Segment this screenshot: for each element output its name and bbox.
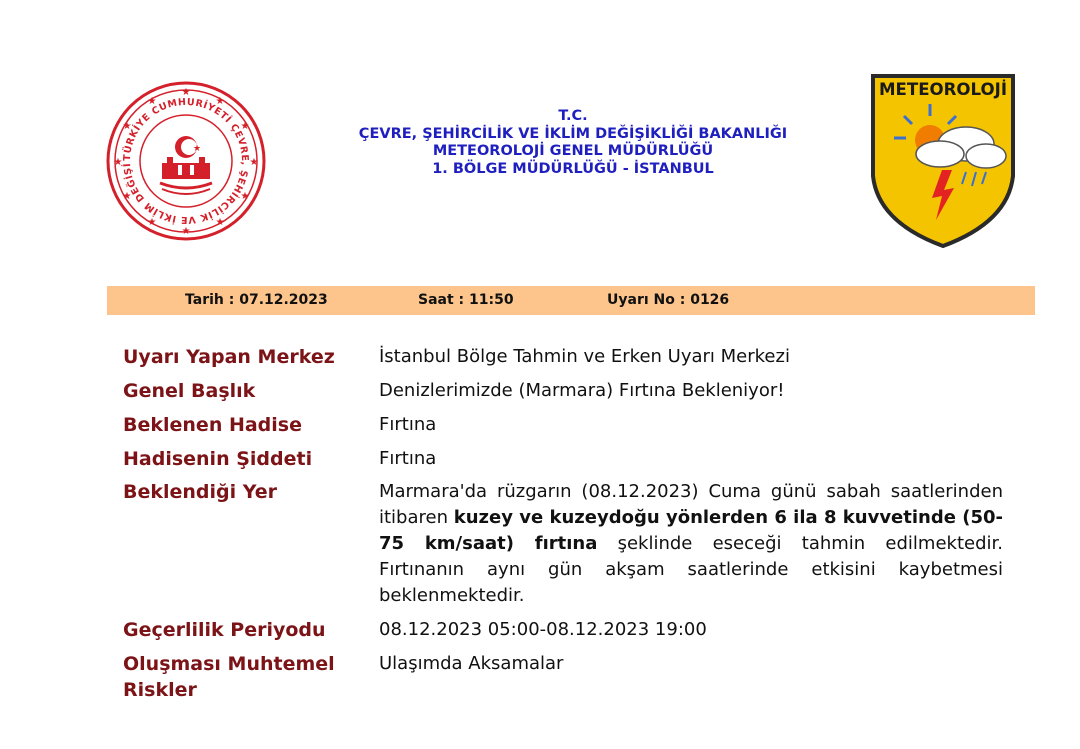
field-label-expected-location: Beklendiği Yer xyxy=(123,481,278,503)
warning-number: Uyarı No : 0126 xyxy=(607,292,730,308)
field-label-general-title: Genel Başlık xyxy=(123,380,256,402)
location-text-bold: kuzey ve kuzeydoğu yönlerden 6 ila 8 kuvvetinde (50-75 km/saat) fırtına xyxy=(379,507,1003,554)
location-text-part-2: şeklinde eseceği tahmin edilmektedir. Fırtınanın aynı gün akşam saatlerinde etkisini kaybetmesi beklenmektedir. xyxy=(379,533,1003,606)
warning-time: Saat : 11:50 xyxy=(418,292,514,308)
field-value-expected-location xyxy=(379,479,1003,609)
svg-text:★: ★ xyxy=(147,96,157,107)
location-text-part-1: Marmara'da rüzgarın (08.12.2023) Cuma günü sabah saatlerinden itibaren xyxy=(379,481,1003,528)
field-value-validity-period: 08.12.2023 05:00-08.12.2023 19:00 xyxy=(379,619,707,640)
field-value-expected-event: Fırtına xyxy=(379,414,437,435)
svg-text:★: ★ xyxy=(193,144,202,154)
ministry-seal-logo xyxy=(104,79,268,243)
field-value-possible-risks: Ulaşımda Aksamalar xyxy=(379,653,564,674)
svg-text:TÜRKİYE CUMHURİYETİ ÇEVRE, ŞEH: TÜRKİYE CUMHURİYETİ ÇEVRE, ŞEHİRCİLİK VE İKLİM DEĞİŞİ xyxy=(121,96,251,226)
ministry-seal-icon xyxy=(104,79,268,243)
svg-text:★: ★ xyxy=(181,226,191,237)
header-line-ministry: ÇEVRE, ŞEHİRCİLİK VE İKLİM DEĞİŞİKLİĞİ BAKANLIĞI xyxy=(358,125,788,142)
svg-text:★: ★ xyxy=(122,121,132,132)
svg-text:★: ★ xyxy=(147,217,157,228)
svg-text:★: ★ xyxy=(240,191,250,202)
svg-text:METEOROLOJİ: METEOROLOJİ xyxy=(879,80,1011,100)
meteoroloji-badge-logo xyxy=(868,72,1018,248)
svg-text:★: ★ xyxy=(181,87,191,98)
meteoroloji-badge-icon xyxy=(868,72,1018,248)
field-label-validity-period: Geçerlilik Periyodu xyxy=(123,619,326,641)
ministry-header xyxy=(300,108,846,178)
field-value-event-severity: Fırtına xyxy=(379,448,437,469)
header-line-tc: T.C. xyxy=(558,108,588,124)
warning-info-bar xyxy=(107,286,1035,315)
svg-text:★: ★ xyxy=(122,191,132,202)
field-value-issuing-center: İstanbul Bölge Tahmin ve Erken Uyarı Merkezi xyxy=(379,346,790,367)
field-label-issuing-center: Uyarı Yapan Merkez xyxy=(123,346,335,368)
header-line-region: 1. BÖLGE MÜDÜRLÜĞÜ - İSTANBUL xyxy=(432,160,714,177)
field-label-event-severity: Hadisenin Şiddeti xyxy=(123,448,313,470)
svg-text:★: ★ xyxy=(240,121,250,132)
svg-text:★: ★ xyxy=(215,96,225,107)
svg-text:★: ★ xyxy=(215,217,225,228)
field-value-general-title: Denizlerimizde (Marmara) Fırtına Bekleniyor! xyxy=(379,380,785,401)
field-label-possible-risks: Oluşması Muhtemel Riskler xyxy=(123,653,335,701)
field-label-expected-event: Beklenen Hadise xyxy=(123,414,302,436)
header-line-directorate: METEOROLOJİ GENEL MÜDÜRLÜĞÜ xyxy=(432,143,714,159)
warning-date: Tarih : 07.12.2023 xyxy=(185,292,328,308)
svg-text:★: ★ xyxy=(113,157,123,168)
svg-text:★: ★ xyxy=(249,157,259,168)
